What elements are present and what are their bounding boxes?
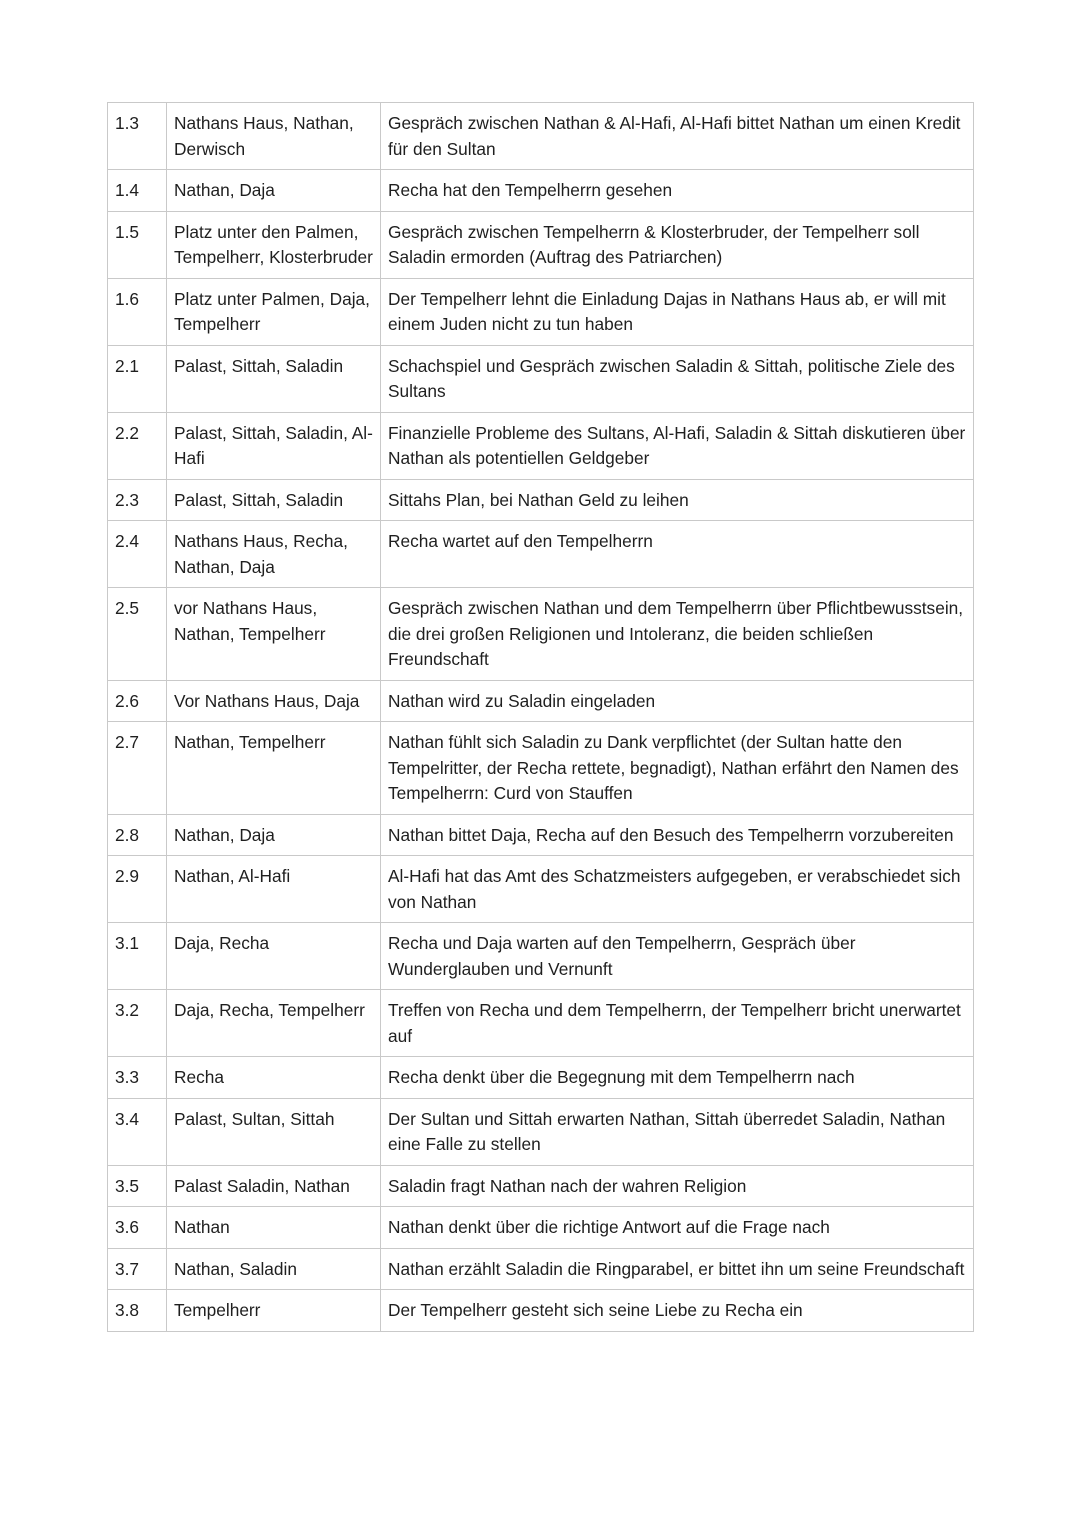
scene-summary: Recha denkt über die Begegnung mit dem Tempelherrn nach xyxy=(381,1057,974,1099)
table-row xyxy=(108,521,974,588)
table-row xyxy=(108,722,974,815)
table-row xyxy=(108,923,974,990)
scene-number: 3.5 xyxy=(108,1165,167,1207)
scene-summary: Recha und Daja warten auf den Tempelherrn, Gespräch über Wunderglauben und Vernunft xyxy=(381,923,974,990)
scene-setting: vor Nathans Haus, Nathan, Tempelherr xyxy=(167,588,381,681)
scene-setting: Daja, Recha, Tempelherr xyxy=(167,990,381,1057)
table-row xyxy=(108,1207,974,1249)
scene-number: 2.8 xyxy=(108,814,167,856)
scene-summary: Recha hat den Tempelherrn gesehen xyxy=(381,170,974,212)
document-page xyxy=(107,102,973,1332)
table-row xyxy=(108,103,974,170)
scene-setting: Nathan, Saladin xyxy=(167,1248,381,1290)
scene-summary: Nathan fühlt sich Saladin zu Dank verpflichtet (der Sultan hatte den Tempelritter, der Recha rettete, begnadigt), Nathan erfährt den Namen des Tempelherrn: Curd von Stauffen xyxy=(381,722,974,815)
scene-number: 3.8 xyxy=(108,1290,167,1332)
scene-number: 3.7 xyxy=(108,1248,167,1290)
scene-setting: Palast, Sittah, Saladin, Al-Hafi xyxy=(167,412,381,479)
table-row xyxy=(108,680,974,722)
scene-number: 2.4 xyxy=(108,521,167,588)
scene-number: 2.2 xyxy=(108,412,167,479)
scene-table-body xyxy=(108,103,974,1332)
scene-number: 1.6 xyxy=(108,278,167,345)
scene-summary: Schachspiel und Gespräch zwischen Saladin & Sittah, politische Ziele des Sultans xyxy=(381,345,974,412)
table-row xyxy=(108,345,974,412)
scene-setting: Recha xyxy=(167,1057,381,1099)
scene-summary: Der Sultan und Sittah erwarten Nathan, Sittah überredet Saladin, Nathan eine Falle zu stellen xyxy=(381,1098,974,1165)
scene-number: 1.5 xyxy=(108,211,167,278)
scene-summary: Nathan erzählt Saladin die Ringparabel, er bittet ihn um seine Freundschaft xyxy=(381,1248,974,1290)
scene-summary: Gespräch zwischen Tempelherrn & Klosterbruder, der Tempelherr soll Saladin ermorden (Auftrag des Patriarchen) xyxy=(381,211,974,278)
scene-setting: Nathan, Daja xyxy=(167,814,381,856)
scene-setting: Platz unter den Palmen, Tempelherr, Klosterbruder xyxy=(167,211,381,278)
scene-summary: Der Tempelherr lehnt die Einladung Dajas in Nathans Haus ab, er will mit einem Juden nicht zu tun haben xyxy=(381,278,974,345)
scene-setting: Nathans Haus, Recha, Nathan, Daja xyxy=(167,521,381,588)
scene-setting: Palast Saladin, Nathan xyxy=(167,1165,381,1207)
table-row xyxy=(108,1248,974,1290)
scene-setting: Tempelherr xyxy=(167,1290,381,1332)
scene-number: 2.6 xyxy=(108,680,167,722)
table-row xyxy=(108,1165,974,1207)
scene-summary: Gespräch zwischen Nathan & Al-Hafi, Al-Hafi bittet Nathan um einen Kredit für den Sultan xyxy=(381,103,974,170)
scene-setting: Nathan, Daja xyxy=(167,170,381,212)
scene-setting: Palast, Sultan, Sittah xyxy=(167,1098,381,1165)
scene-table xyxy=(107,102,974,1332)
scene-summary: Finanzielle Probleme des Sultans, Al-Hafi, Saladin & Sittah diskutieren über Nathan als potentiellen Geldgeber xyxy=(381,412,974,479)
scene-number: 2.5 xyxy=(108,588,167,681)
table-row xyxy=(108,1057,974,1099)
scene-number: 2.1 xyxy=(108,345,167,412)
table-row xyxy=(108,278,974,345)
scene-summary: Recha wartet auf den Tempelherrn xyxy=(381,521,974,588)
scene-number: 3.3 xyxy=(108,1057,167,1099)
table-row xyxy=(108,211,974,278)
table-row xyxy=(108,856,974,923)
scene-summary: Sittahs Plan, bei Nathan Geld zu leihen xyxy=(381,479,974,521)
scene-setting: Nathans Haus, Nathan, Derwisch xyxy=(167,103,381,170)
scene-number: 3.1 xyxy=(108,923,167,990)
scene-number: 1.3 xyxy=(108,103,167,170)
scene-summary: Saladin fragt Nathan nach der wahren Religion xyxy=(381,1165,974,1207)
table-row xyxy=(108,1290,974,1332)
scene-summary: Der Tempelherr gesteht sich seine Liebe zu Recha ein xyxy=(381,1290,974,1332)
table-row xyxy=(108,814,974,856)
scene-setting: Nathan, Tempelherr xyxy=(167,722,381,815)
scene-setting: Platz unter Palmen, Daja, Tempelherr xyxy=(167,278,381,345)
scene-summary: Al-Hafi hat das Amt des Schatzmeisters aufgegeben, er verabschiedet sich von Nathan xyxy=(381,856,974,923)
table-row xyxy=(108,990,974,1057)
scene-summary: Nathan wird zu Saladin eingeladen xyxy=(381,680,974,722)
scene-summary: Gespräch zwischen Nathan und dem Tempelherrn über Pflichtbewusstsein, die drei großen Religionen und Intoleranz, die beiden schließen Freundschaft xyxy=(381,588,974,681)
table-row xyxy=(108,1098,974,1165)
scene-setting: Nathan, Al-Hafi xyxy=(167,856,381,923)
scene-setting: Palast, Sittah, Saladin xyxy=(167,345,381,412)
scene-summary: Nathan denkt über die richtige Antwort auf die Frage nach xyxy=(381,1207,974,1249)
table-row xyxy=(108,588,974,681)
scene-number: 3.2 xyxy=(108,990,167,1057)
scene-summary: Treffen von Recha und dem Tempelherrn, der Tempelherr bricht unerwartet auf xyxy=(381,990,974,1057)
table-row xyxy=(108,170,974,212)
scene-number: 1.4 xyxy=(108,170,167,212)
scene-setting: Daja, Recha xyxy=(167,923,381,990)
scene-number: 2.7 xyxy=(108,722,167,815)
scene-number: 3.4 xyxy=(108,1098,167,1165)
table-row xyxy=(108,412,974,479)
scene-summary: Nathan bittet Daja, Recha auf den Besuch des Tempelherrn vorzubereiten xyxy=(381,814,974,856)
scene-number: 2.3 xyxy=(108,479,167,521)
scene-setting: Vor Nathans Haus, Daja xyxy=(167,680,381,722)
scene-setting: Nathan xyxy=(167,1207,381,1249)
scene-number: 3.6 xyxy=(108,1207,167,1249)
table-row xyxy=(108,479,974,521)
scene-setting: Palast, Sittah, Saladin xyxy=(167,479,381,521)
scene-number: 2.9 xyxy=(108,856,167,923)
